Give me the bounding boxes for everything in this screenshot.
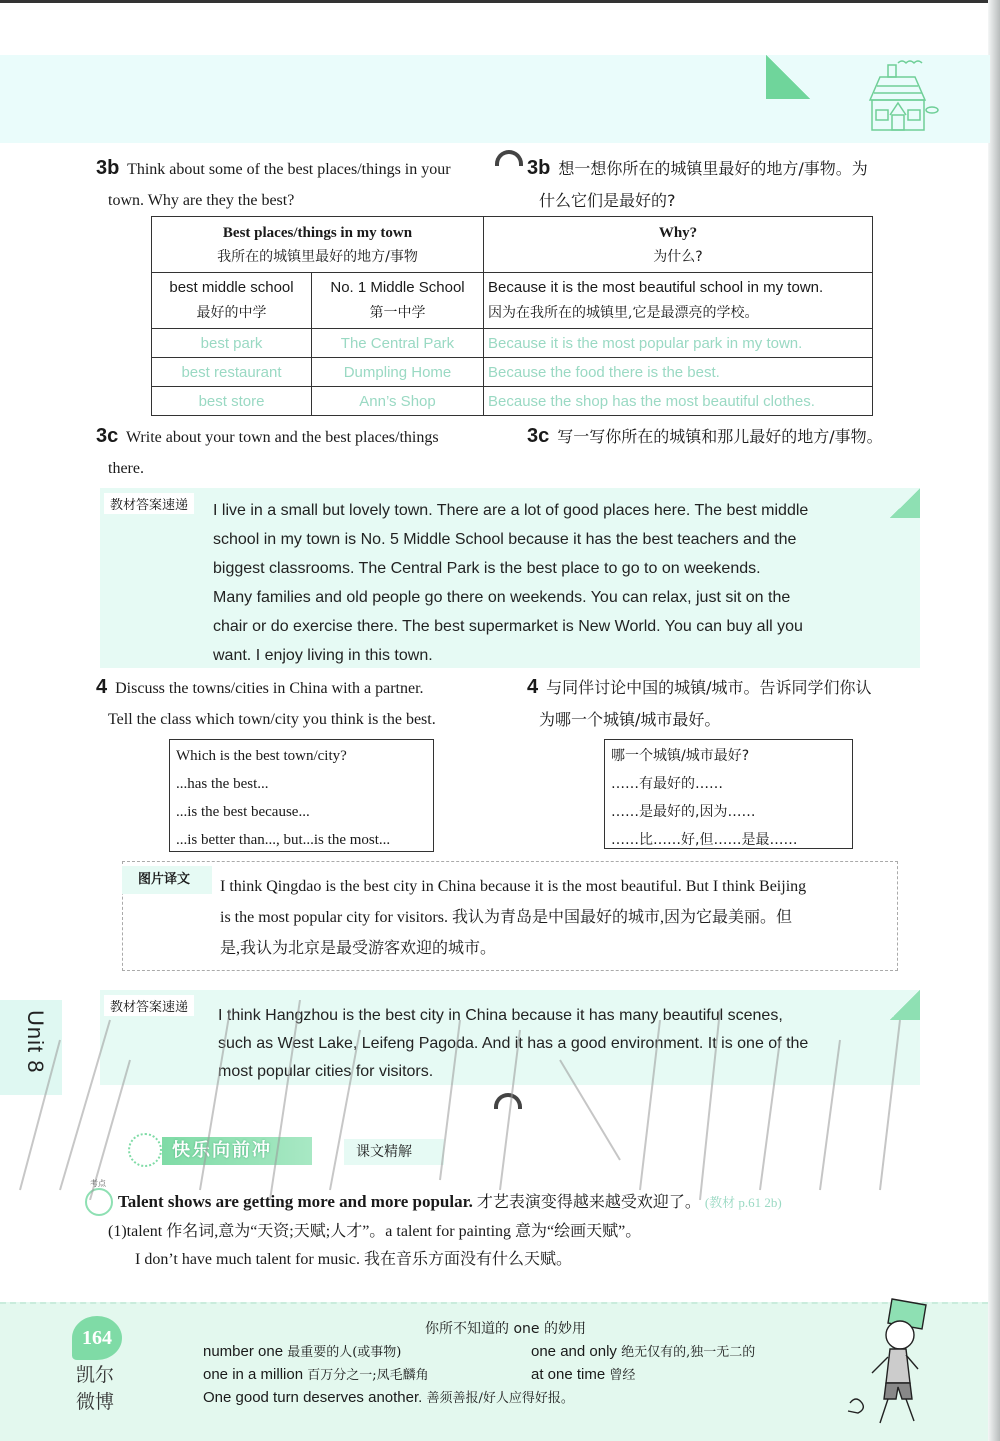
brand-label: 凯尔 微博 [76, 1364, 115, 1413]
walking-kid-illustration-icon [840, 1295, 950, 1435]
instruction-cn-line-2: 为哪一个城镇/城市最好。 [539, 710, 721, 729]
section-number: 4 [96, 676, 108, 698]
answer-tag: 教材答案速递 [104, 493, 194, 514]
section-number: 3b [96, 157, 120, 179]
corner-triangle-icon [890, 990, 920, 1020]
instruction-cn-line-1: 想一想你所在的城镇里最好的地方/事物。为 [558, 159, 868, 178]
instruction-line-2: there. [108, 460, 144, 477]
lesson-sentence: Talent shows are getting more and more popular. 才艺表演变得越来越受欢迎了。 (教材 p.61 2b) [118, 1192, 782, 1211]
footer-item: number one 最重要的人(或事物) [203, 1343, 402, 1360]
table-row: best park The Central Park Because it is the most popular park in my town. [152, 329, 873, 358]
table-row: best middle school 最好的中学 No. 1 Middle School 第一中学 Because it is the most beautiful school in my town. 因为在我所在的城镇里,它是最漂亮的学校。 [152, 273, 873, 329]
section-4-chinese [527, 672, 927, 736]
phrase-box-chinese: 哪一个城镇/城市最好? ……有最好的…… ……是最好的,因为…… ……比……好,但……是最…… [604, 739, 853, 849]
section-number: 3c [96, 425, 119, 447]
sun-doodle-icon [128, 1133, 162, 1167]
lesson-note: (1)talent 作名词,意为“天资;天赋;人才”。a talent for painting 意为“绘画天赋”。 [108, 1223, 642, 1240]
table-row: best store Ann’s Shop Because the shop has the most beautiful clothes. [152, 387, 873, 416]
binder-ring-icon [495, 150, 523, 166]
best-places-table [151, 216, 873, 416]
table-header-places: Best places/things in my town 我所在的城镇里最好的地方/事物 [152, 217, 484, 273]
unit-label: Unit 8 [23, 1010, 48, 1074]
corner-triangle-icon [890, 488, 920, 518]
instruction-line-1: Discuss the towns/cities in China with a partner. [115, 680, 424, 697]
page-right-edge [988, 0, 1000, 1441]
section-3b-chinese [527, 153, 927, 217]
instruction-cn-line-1: 写一写你所在的城镇和那儿最好的地方/事物。 [557, 427, 883, 446]
instruction-line-2: Tell the class which town/city you think is the best. [108, 711, 436, 728]
instruction-line-2: town. Why are they the best? [108, 192, 295, 209]
section-number: 3b [527, 157, 551, 179]
header-band [0, 55, 990, 143]
section-3b-english [96, 153, 506, 216]
section-3c-chinese [527, 421, 927, 453]
banner-subtitle: 课文精解 [344, 1139, 444, 1165]
answer-text-4: I think Hangzhou is the best city in China because it has many beautiful scenes, such as West Lake, Leifeng Pagoda. And it has a good environment. It is one of the most popular cities for visitors. [218, 1007, 809, 1080]
section-number: 4 [527, 676, 539, 698]
answer-tag: 教材答案速递 [104, 995, 194, 1016]
table-header-why: Why? 为什么? [484, 217, 873, 273]
footer-item: one and only 绝无仅有的,独一无二的 [531, 1343, 756, 1360]
footer-title: 你所不知道的 one 的妙用 [425, 1321, 586, 1337]
translation-tag: 图片译文 [122, 866, 212, 894]
section-4-english [96, 672, 506, 735]
instruction-line-1: Write about your town and the best places/things [125, 429, 439, 446]
instruction-cn-line-1: 与同伴讨论中国的城镇/城市。告诉同学们你认 [546, 678, 872, 697]
footer-item: one in a million 百万分之一;凤毛麟角 [203, 1366, 429, 1383]
binder-ring-icon [494, 1093, 522, 1109]
section-number: 3c [527, 425, 550, 447]
banner-title: 快乐向前冲 [162, 1137, 312, 1165]
footer-item: One good turn deserves another. 善须善报/好人应得好报。 [203, 1389, 574, 1406]
phrase-box-english: Which is the best town/city? ...has the best... ...is the best because... ...is better than..., but...is the most... [169, 739, 434, 852]
section-3c-english [96, 421, 506, 484]
key-point-label: 考点 [90, 1179, 106, 1188]
translation-text: I think Qingdao is the best city in China because it is the most beautiful. But I think Beijing is the most popular city for visitors. 我认为青岛是中国最好的城市,因为它最美丽。但 是,我认为北京是最受游客欢迎的城市。 [220, 878, 807, 957]
house-illustration-icon [850, 55, 940, 140]
footer-item: at one time 曾经 [531, 1366, 636, 1383]
table-row: best restaurant Dumpling Home Because the food there is the best. [152, 358, 873, 387]
lesson-example: I don’t have much talent for music. 我在音乐方面没有什么天赋。 [135, 1251, 572, 1268]
instruction-line-1: Think about some of the best places/things in your [127, 161, 451, 178]
page-number: 164 [72, 1316, 122, 1360]
page-top-edge [0, 0, 1000, 3]
instruction-cn-line-2: 什么它们是最好的? [539, 191, 676, 210]
corner-triangle-icon [766, 55, 810, 99]
answer-text-3c: I live in a small but lovely town. There are a lot of good places here. The best middle school in my town is No. 5 Middle School because it has the best teachers and the biggest classrooms. The Central Park is the best place to go to on weekends. Many families and old people go there on weekends. You can relax, just sit on the chair or do exercise there. The best supermarket is New World. You can buy all you want. I enjoy living in this town. [213, 502, 809, 664]
